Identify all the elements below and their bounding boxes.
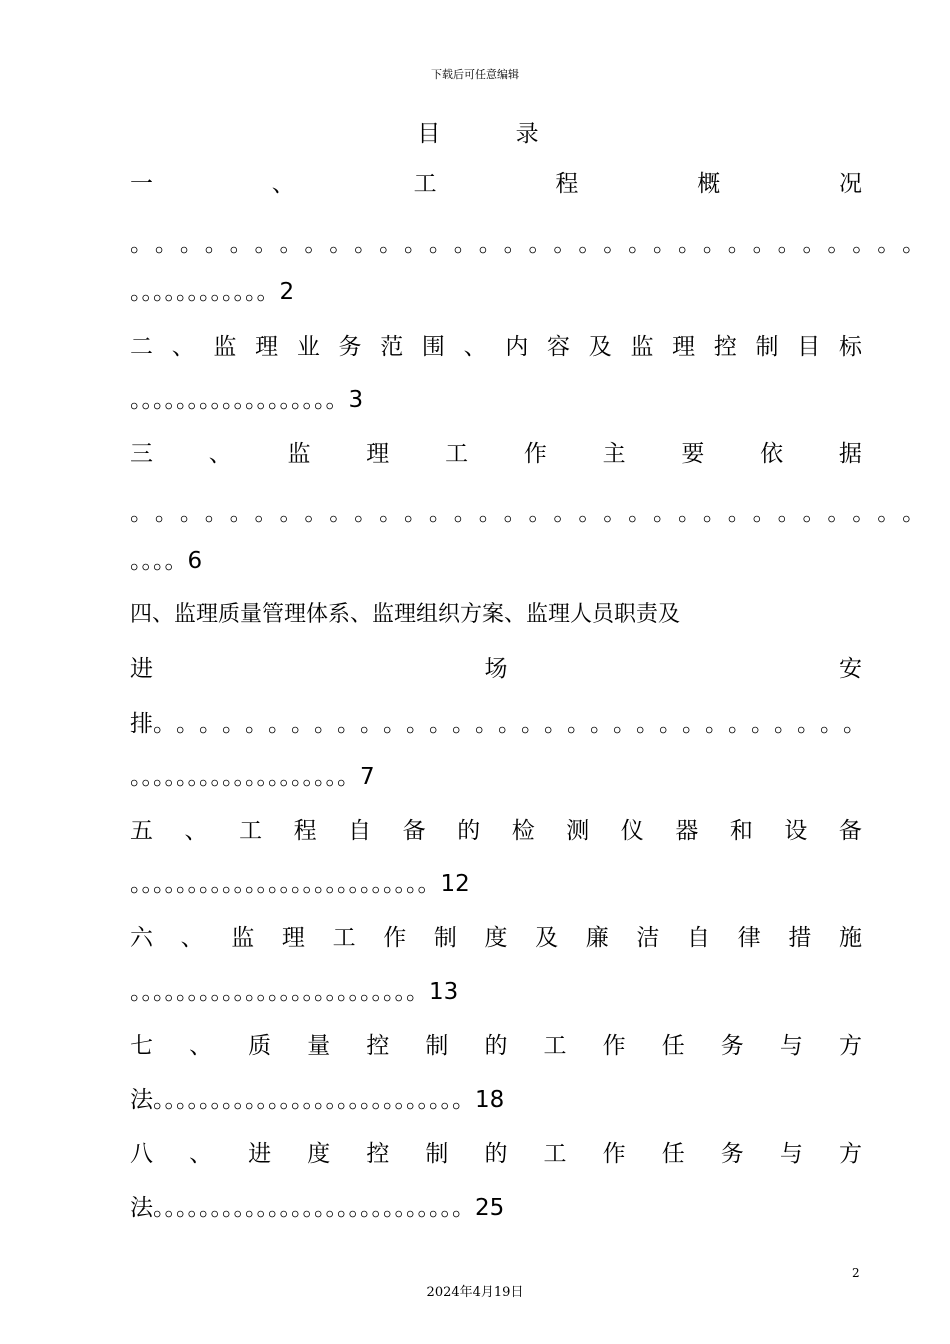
toc-char: 。 bbox=[902, 231, 927, 257]
toc-char: 。 bbox=[304, 500, 330, 526]
toc-char: 。 bbox=[752, 231, 778, 257]
toc-char: 。 bbox=[728, 711, 751, 737]
toc-char: 备 bbox=[402, 818, 426, 844]
toc-char: 的 bbox=[484, 1141, 508, 1167]
toc-char: 方 bbox=[838, 1033, 862, 1059]
toc-char: 目 bbox=[797, 334, 821, 360]
toc-char: 控 bbox=[366, 1033, 390, 1059]
toc-char: 。 bbox=[827, 500, 853, 526]
toc-char: 。 bbox=[245, 711, 268, 737]
toc-char: 。 bbox=[843, 711, 866, 737]
toc-entry-6-page: 。。。。。。。。。。。。。。。。。。。。。。。。。13 bbox=[130, 979, 459, 1005]
toc-char: 。 bbox=[659, 711, 682, 737]
toc-char: 。 bbox=[204, 500, 230, 526]
toc-char: 。 bbox=[354, 500, 380, 526]
toc-char: 。 bbox=[337, 711, 360, 737]
toc-char: 。 bbox=[291, 711, 314, 737]
toc-char: 。 bbox=[379, 500, 404, 526]
toc-char: 。 bbox=[222, 711, 245, 737]
toc-char: 。 bbox=[383, 711, 406, 737]
toc-char: 。 bbox=[229, 500, 255, 526]
toc-char: 自 bbox=[348, 818, 372, 844]
toc-char: 。 bbox=[130, 500, 155, 526]
toc-char: 。 bbox=[329, 500, 355, 526]
toc-char: 检 bbox=[511, 818, 535, 844]
toc-char: 。 bbox=[428, 231, 454, 257]
toc-char: 。 bbox=[478, 231, 504, 257]
toc-char: 。 bbox=[727, 500, 753, 526]
toc-char: 作 bbox=[602, 1033, 626, 1059]
toc-char: 。 bbox=[379, 231, 404, 257]
toc-char: 。 bbox=[179, 231, 205, 257]
toc-char: 工 bbox=[413, 171, 437, 197]
toc-char: 量 bbox=[307, 1033, 331, 1059]
toc-char: 和 bbox=[729, 818, 753, 844]
toc-char: 。 bbox=[204, 231, 230, 257]
toc-char: 、 bbox=[189, 1033, 213, 1059]
toc-char: 。 bbox=[403, 231, 429, 257]
toc-char: 七 bbox=[130, 1033, 153, 1059]
toc-char: 进 bbox=[248, 1141, 272, 1167]
toc-char: 要 bbox=[681, 441, 705, 467]
toc-char: 。 bbox=[544, 711, 567, 737]
toc-char: 。 bbox=[403, 500, 429, 526]
toc-char: 况 bbox=[838, 171, 862, 197]
toc-char: 。 bbox=[453, 500, 479, 526]
toc-char: 二 bbox=[130, 334, 153, 360]
toc-char: 五 bbox=[130, 818, 153, 844]
toc-char: 业 bbox=[296, 334, 320, 360]
toc-char: 的 bbox=[457, 818, 481, 844]
toc-char: 。 bbox=[254, 231, 280, 257]
toc-char: 。 bbox=[521, 711, 544, 737]
toc-char: 。 bbox=[475, 711, 498, 737]
toc-char: 洁 bbox=[636, 925, 660, 951]
toc-char: 。 bbox=[553, 231, 579, 257]
toc-char: 。 bbox=[553, 500, 579, 526]
toc-char: 自 bbox=[687, 925, 711, 951]
toc-char: 。 bbox=[877, 500, 903, 526]
toc-entry-5-page: 。。。。。。。。。。。。。。。。。。。。。。。。。。12 bbox=[130, 871, 470, 897]
toc-char: 。 bbox=[702, 231, 728, 257]
toc-char: 。 bbox=[498, 711, 521, 737]
toc-char: 制 bbox=[433, 925, 457, 951]
toc-char: 概 bbox=[697, 171, 721, 197]
toc-entry-5-heading[interactable] bbox=[130, 815, 862, 847]
toc-char: 措 bbox=[788, 925, 812, 951]
toc-char: 。 bbox=[802, 231, 828, 257]
toc-char: 理 bbox=[255, 334, 279, 360]
toc-char: 。 bbox=[154, 231, 180, 257]
toc-entry-3-page: 。。。。6 bbox=[130, 548, 203, 574]
toc-char: 程 bbox=[555, 171, 579, 197]
toc-char: 。 bbox=[528, 500, 554, 526]
toc-char: 理 bbox=[672, 334, 696, 360]
toc-char: 主 bbox=[602, 441, 626, 467]
toc-char: 。 bbox=[677, 500, 703, 526]
toc-char: 。 bbox=[179, 500, 205, 526]
toc-char: 工 bbox=[445, 441, 469, 467]
toc-char: 工 bbox=[239, 818, 263, 844]
toc-char: 度 bbox=[307, 1141, 331, 1167]
toc-char: 度 bbox=[484, 925, 508, 951]
page-number: 2 bbox=[852, 1266, 860, 1280]
toc-char: 。 bbox=[682, 711, 705, 737]
toc-char: 工 bbox=[543, 1033, 567, 1059]
toc-char: 围 bbox=[421, 334, 445, 360]
toc-entry-8-heading[interactable] bbox=[130, 1138, 862, 1170]
toc-entry-4-heading-cont[interactable] bbox=[130, 653, 862, 685]
toc-char: 。 bbox=[279, 231, 305, 257]
toc-char: 作 bbox=[602, 1141, 626, 1167]
toc-entry-2-heading[interactable] bbox=[130, 331, 862, 363]
toc-char: 。 bbox=[453, 231, 479, 257]
toc-char: 。 bbox=[528, 231, 554, 257]
toc-entry-7-page: 法。。。。。。。。。。。。。。。。。。。。。。。。。。。18 bbox=[130, 1087, 505, 1113]
toc-char: 。 bbox=[702, 500, 728, 526]
toc-char: 理 bbox=[281, 925, 305, 951]
toc-char: 。 bbox=[578, 500, 604, 526]
toc-char: 。 bbox=[727, 231, 753, 257]
toc-char: 。 bbox=[314, 711, 337, 737]
toc-char: 备 bbox=[838, 818, 862, 844]
toc-char: 监 bbox=[231, 925, 255, 951]
toc-entry-4-heading[interactable]: 四、监理质量管理体系、监理组织方案、监理人员职责及 bbox=[130, 602, 681, 627]
toc-char: 八 bbox=[130, 1141, 153, 1167]
toc-char: 控 bbox=[366, 1141, 390, 1167]
toc-char: 制 bbox=[425, 1033, 449, 1059]
toc-char: 排 bbox=[130, 711, 153, 737]
toc-char: 。 bbox=[603, 231, 629, 257]
toc-char: 。 bbox=[254, 500, 280, 526]
toc-char: 。 bbox=[503, 231, 529, 257]
toc-char: 。 bbox=[797, 711, 820, 737]
toc-char: 务 bbox=[720, 1033, 744, 1059]
toc-char: 据 bbox=[838, 441, 862, 467]
toc-entry-8-page: 法。。。。。。。。。。。。。。。。。。。。。。。。。。。25 bbox=[130, 1195, 505, 1221]
toc-char: 、 bbox=[463, 334, 487, 360]
toc-char: 。 bbox=[636, 711, 659, 737]
toc-char: 器 bbox=[675, 818, 699, 844]
toc-char: 、 bbox=[171, 334, 195, 360]
toc-char: 施 bbox=[838, 925, 862, 951]
toc-char: 廉 bbox=[585, 925, 609, 951]
toc-char: 依 bbox=[760, 441, 784, 467]
toc-char: 工 bbox=[332, 925, 356, 951]
toc-char: 。 bbox=[774, 711, 797, 737]
toc-entry-4-leader bbox=[130, 708, 866, 740]
toc-entry-6-heading[interactable] bbox=[130, 922, 862, 954]
toc-char: 。 bbox=[153, 711, 176, 737]
toc-char: 。 bbox=[628, 231, 654, 257]
toc-char: 、 bbox=[189, 1141, 213, 1167]
toc-char: 。 bbox=[229, 231, 255, 257]
toc-char: 标 bbox=[838, 334, 862, 360]
toc-char: 场 bbox=[484, 656, 508, 682]
toc-char: 范 bbox=[380, 334, 404, 360]
toc-char: 。 bbox=[802, 500, 828, 526]
toc-char: 。 bbox=[354, 231, 380, 257]
toc-char: 。 bbox=[478, 500, 504, 526]
toc-char: 工 bbox=[543, 1141, 567, 1167]
toc-char: 、 bbox=[271, 171, 295, 197]
toc-char: 及 bbox=[588, 334, 612, 360]
toc-char: 。 bbox=[777, 500, 803, 526]
toc-char: 务 bbox=[720, 1141, 744, 1167]
toc-entry-3-leader bbox=[130, 497, 927, 529]
page-title: 目 录 bbox=[417, 121, 573, 147]
toc-char: 任 bbox=[661, 1141, 685, 1167]
toc-char: 程 bbox=[293, 818, 317, 844]
toc-char: 。 bbox=[503, 500, 529, 526]
toc-char: 。 bbox=[628, 500, 654, 526]
toc-char: 、 bbox=[208, 441, 232, 467]
toc-char: 测 bbox=[566, 818, 590, 844]
toc-char: 的 bbox=[484, 1033, 508, 1059]
toc-entry-4-page: 。。。。。。。。。。。。。。。。。。。7 bbox=[130, 764, 375, 790]
toc-char: 。 bbox=[603, 500, 629, 526]
toc-char: 。 bbox=[329, 231, 355, 257]
toc-char: 容 bbox=[547, 334, 571, 360]
toc-char: 监 bbox=[630, 334, 654, 360]
toc-char: 与 bbox=[779, 1141, 803, 1167]
toc-entry-1-heading[interactable] bbox=[130, 168, 862, 200]
toc-char: 监 bbox=[287, 441, 311, 467]
toc-char: 。 bbox=[677, 231, 703, 257]
toc-char: 。 bbox=[268, 711, 291, 737]
toc-char: 务 bbox=[338, 334, 362, 360]
toc-char: 质 bbox=[248, 1033, 272, 1059]
toc-char: 。 bbox=[820, 711, 843, 737]
toc-char: 。 bbox=[852, 231, 878, 257]
toc-char: 控 bbox=[713, 334, 737, 360]
toc-char: 。 bbox=[130, 231, 155, 257]
toc-char: 律 bbox=[737, 925, 761, 951]
toc-entry-3-heading[interactable] bbox=[130, 438, 862, 470]
toc-char: 。 bbox=[428, 500, 454, 526]
toc-char: 作 bbox=[523, 441, 547, 467]
toc-char: 。 bbox=[578, 231, 604, 257]
toc-char: 一 bbox=[130, 171, 153, 197]
toc-entry-1-leader bbox=[130, 228, 927, 260]
toc-char: 。 bbox=[751, 711, 774, 737]
toc-char: 。 bbox=[176, 711, 199, 737]
toc-char: 。 bbox=[279, 500, 305, 526]
toc-char: 安 bbox=[839, 656, 862, 682]
toc-char: 内 bbox=[505, 334, 529, 360]
toc-char: 与 bbox=[779, 1033, 803, 1059]
toc-char: 。 bbox=[199, 711, 222, 737]
toc-char: 制 bbox=[755, 334, 779, 360]
toc-char: 设 bbox=[784, 818, 808, 844]
toc-char: 、 bbox=[184, 818, 208, 844]
toc-char: 。 bbox=[852, 500, 878, 526]
toc-char: 。 bbox=[777, 231, 803, 257]
toc-char: 理 bbox=[366, 441, 390, 467]
toc-char: 六 bbox=[130, 925, 153, 951]
toc-char: 作 bbox=[383, 925, 407, 951]
toc-char: 三 bbox=[130, 441, 153, 467]
toc-char: 。 bbox=[154, 500, 180, 526]
toc-char: 。 bbox=[360, 711, 383, 737]
page-footer-date: 2024年4月19日 bbox=[426, 1285, 524, 1300]
toc-char: 。 bbox=[590, 711, 613, 737]
toc-char: 监 bbox=[213, 334, 237, 360]
toc-char: 仪 bbox=[620, 818, 644, 844]
toc-char: 。 bbox=[429, 711, 452, 737]
toc-char: 任 bbox=[661, 1033, 685, 1059]
toc-char: 方 bbox=[838, 1141, 862, 1167]
toc-char: 。 bbox=[304, 231, 330, 257]
toc-char: 。 bbox=[653, 231, 678, 257]
page-header: 下载后可任意编辑 bbox=[431, 68, 519, 81]
toc-char: 。 bbox=[452, 711, 475, 737]
toc-char: 。 bbox=[902, 500, 927, 526]
toc-char: 。 bbox=[653, 500, 678, 526]
toc-entry-2-page: 。。。。。。。。。。。。。。。。。。3 bbox=[130, 387, 364, 413]
toc-char: 制 bbox=[425, 1141, 449, 1167]
toc-entry-7-heading[interactable] bbox=[130, 1030, 862, 1062]
toc-char: 、 bbox=[180, 925, 204, 951]
toc-char: 。 bbox=[613, 711, 636, 737]
toc-entry-1-page: 。。。。。。。。。。。。2 bbox=[130, 279, 295, 305]
toc-char: 。 bbox=[752, 500, 778, 526]
toc-char: 。 bbox=[877, 231, 903, 257]
toc-char: 进 bbox=[130, 656, 153, 682]
toc-char: 。 bbox=[406, 711, 429, 737]
toc-char: 。 bbox=[705, 711, 728, 737]
toc-char: 。 bbox=[567, 711, 590, 737]
toc-char: 及 bbox=[535, 925, 559, 951]
toc-char: 。 bbox=[827, 231, 853, 257]
